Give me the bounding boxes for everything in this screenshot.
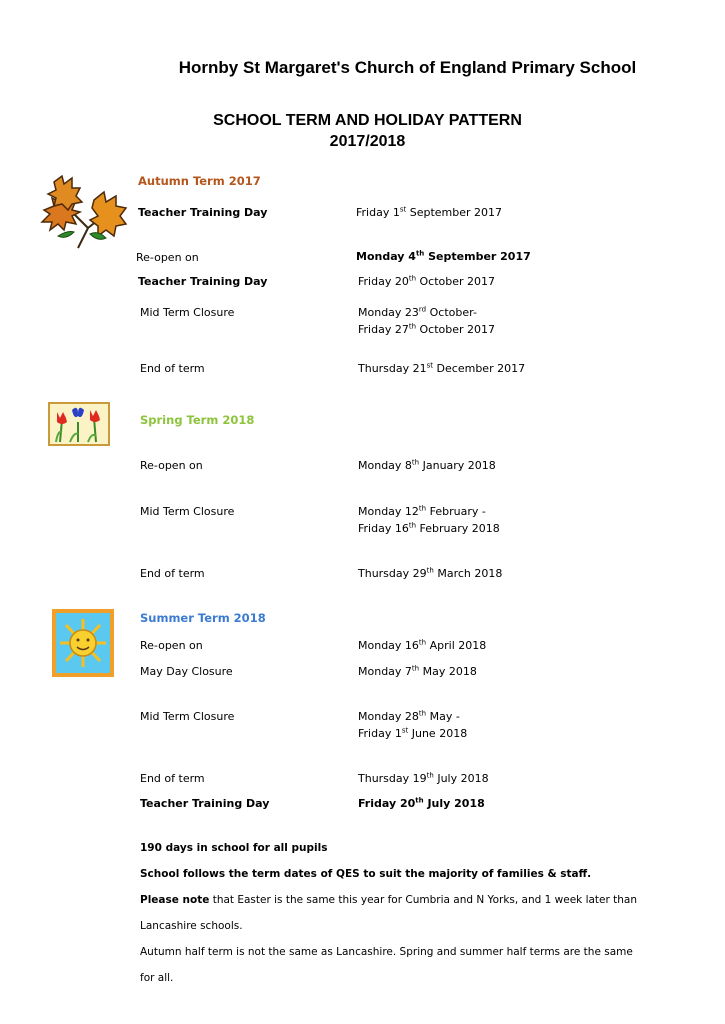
autumn-leaves-icon (32, 170, 132, 252)
note-half-term-cont: for all. (140, 972, 174, 984)
note-days-in-school: 190 days in school for all pupils (140, 842, 328, 854)
autumn-term-heading: Autumn Term 2017 (138, 174, 261, 188)
autumn-end-label: End of term (140, 362, 205, 375)
summer-mayday-date: Monday 7th May 2018 (358, 664, 477, 678)
autumn-training-label: Teacher Training Day (138, 206, 268, 219)
autumn-end-date: Thursday 21st December 2017 (358, 361, 526, 375)
note-easter: Please note that Easter is the same this year for Cumbria and N Yorks, and 1 week later than (140, 894, 638, 906)
spring-reopen-label: Re-open on (140, 459, 203, 472)
document-title: SCHOOL TERM AND HOLIDAY PATTERN (213, 112, 522, 129)
summer-training-date: Friday 20th July 2018 (358, 796, 485, 810)
spring-reopen-date: Monday 8th January 2018 (358, 458, 496, 472)
summer-midterm-label: Mid Term Closure (140, 710, 235, 723)
sun-icon (52, 609, 114, 677)
autumn-training2-label: Teacher Training Day (138, 275, 268, 288)
summer-training-label: Teacher Training Day (140, 797, 270, 810)
summer-term-heading: Summer Term 2018 (140, 611, 266, 625)
note-easter-cont: Lancashire schools. (140, 920, 243, 932)
spring-term-heading: Spring Term 2018 (140, 413, 255, 427)
summer-midterm-start: Monday 28th May - (358, 709, 460, 723)
summer-mayday-label: May Day Closure (140, 665, 233, 678)
note-qes-dates: School follows the term dates of QES to suit the majority of families & staff. (140, 868, 592, 880)
spring-end-label: End of term (140, 567, 205, 580)
summer-midterm-end: Friday 1st June 2018 (358, 726, 468, 740)
summer-reopen-date: Monday 16th April 2018 (358, 638, 487, 652)
autumn-reopen-date: Monday 4th September 2017 (356, 249, 531, 263)
spring-end-date: Thursday 29th March 2018 (358, 566, 503, 580)
note-half-term: Autumn half term is not the same as Lancashire. Spring and summer half terms are the same (140, 946, 633, 958)
autumn-training2-date: Friday 20th October 2017 (358, 274, 496, 288)
autumn-midterm-end: Friday 27th October 2017 (358, 322, 496, 336)
spring-midterm-start: Monday 12th February - (358, 504, 486, 518)
autumn-training-date: Friday 1st September 2017 (356, 205, 503, 219)
summer-end-date: Thursday 19th July 2018 (358, 771, 489, 785)
school-name: Hornby St Margaret's Church of England Primary School (178, 58, 637, 77)
tulips-flowers-icon (48, 402, 110, 446)
spring-midterm-end: Friday 16th February 2018 (358, 521, 500, 535)
spring-midterm-label: Mid Term Closure (140, 505, 235, 518)
autumn-midterm-start: Monday 23rd October- (358, 305, 477, 319)
summer-reopen-label: Re-open on (140, 639, 203, 652)
autumn-midterm-label: Mid Term Closure (140, 306, 235, 319)
summer-end-label: End of term (140, 772, 205, 785)
academic-year: 2017/2018 (329, 133, 406, 150)
autumn-reopen-label: Re-open on (136, 251, 199, 264)
